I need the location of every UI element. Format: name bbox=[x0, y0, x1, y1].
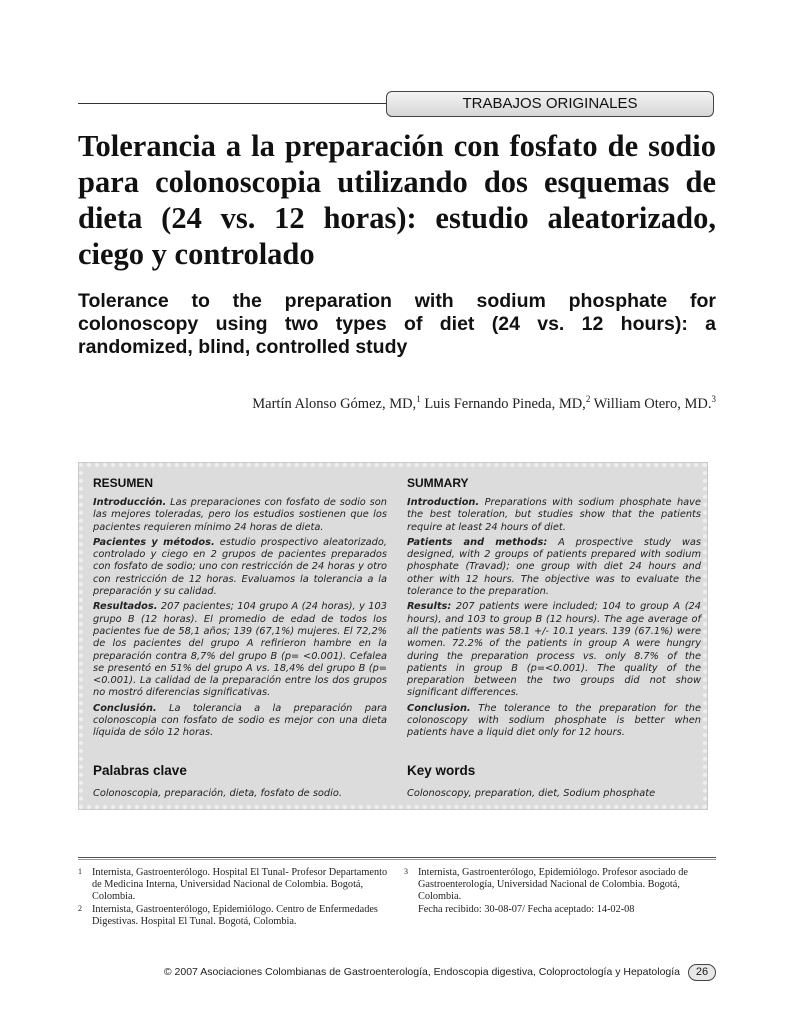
footnote-text: Internista, Gastroenterólogo. Hospital El Tunal- Profesor Departamento de Medicina Interna, Universidad Nacional de Colombia. Bogotá, Colombia. bbox=[92, 867, 388, 903]
article-title-english: Tolerance to the preparation with sodium phosphate for colonoscopy using two types of diet (24 vs. 12 hours): a randomized, blind, controlled study bbox=[78, 290, 716, 358]
footnote-number: 1 bbox=[78, 867, 82, 876]
section-tag: TRABAJOS ORIGINALES bbox=[386, 91, 714, 117]
paragraph-text: The tolerance to the preparation for the colonoscopy with sodium phosphate is better when patients have a liquid diet only for 12 hours. bbox=[407, 702, 701, 739]
footnotes-left bbox=[78, 867, 396, 928]
paragraph-text: A prospective study was designed, with 2 groups of patients prepared with sodium phosphate (Travad); one group with diet 24 hours and other with 12 hours. The objective was to evaluate the tolerance to the preparation. bbox=[407, 536, 701, 598]
abstract-box bbox=[79, 463, 707, 809]
footnote-1 bbox=[78, 867, 396, 904]
summary-results bbox=[407, 601, 701, 699]
author-affiliation-mark: 1 bbox=[416, 394, 421, 404]
summary-column bbox=[407, 477, 701, 743]
author-name: William Otero, MD. bbox=[590, 395, 712, 412]
paragraph-label: Resultados. bbox=[93, 601, 158, 613]
paragraph-text: Las preparaciones con fosfato de sodio son las mejores toleradas, pero los estudios sostienen que los pacientes requieren mínimo 24 horas de dieta. bbox=[93, 497, 387, 533]
article-title-spanish: Tolerancia a la preparación con fosfato de sodio para colonoscopia utilizando dos esquemas de dieta (24 vs. 12 horas): estudio aleatorizado, ciego y controlado bbox=[78, 129, 716, 271]
author-affiliation-mark: 2 bbox=[585, 394, 591, 404]
paragraph-text: 207 patients were included; 104 to group A (24 hours), and 103 to group B (12 hours). The age average of all the patients was 58.1 +/- 10.1 years. 139 (67.1%) were women. 72.2% of the patients in group A were hungry during the preparation process vs. only 8.7% of the patients in group B (p=<0.001). The quality of the preparation between the two groups did not show significant differences. bbox=[407, 601, 701, 699]
footnote-number: 2 bbox=[78, 903, 82, 913]
footnotes-right bbox=[404, 867, 716, 916]
footnote-3 bbox=[404, 867, 716, 904]
author-name: Martín Alonso Gómez, MD, bbox=[252, 395, 417, 412]
footnote-rule bbox=[78, 857, 716, 858]
footnote-rule-secondary bbox=[78, 859, 716, 860]
resumen-heading: RESUMEN bbox=[93, 476, 154, 490]
section-rule bbox=[78, 103, 388, 104]
footnote-text: Internista, Gastroenterólogo, Epidemiólogo. Centro de Enfermedades Digestivas. Hospital El Tunal. Bogotá, Colombia. bbox=[92, 903, 378, 927]
footnote-2 bbox=[78, 904, 396, 928]
received-accepted-dates: Fecha recibido: 30-08-07/ Fecha aceptado: 14-02-08 bbox=[418, 903, 635, 915]
key-words-text: Colonoscopy, preparation, diet, Sodium phosphate bbox=[407, 788, 656, 799]
key-words-heading: Key words bbox=[407, 763, 476, 778]
paragraph-text: La tolerancia a la preparación para colonoscopia con fosfato de sodio es mejor con una dieta líquida de sólo 12 horas. bbox=[93, 702, 387, 739]
page-number: 26 bbox=[688, 964, 716, 981]
paragraph-label: Conclusion. bbox=[407, 702, 471, 714]
summary-methods bbox=[407, 537, 701, 598]
paragraph-label: Conclusión. bbox=[93, 702, 157, 714]
resumen-conclusion bbox=[93, 703, 387, 740]
author-name: Luis Fernando Pineda, MD, bbox=[420, 395, 586, 412]
resumen-intro bbox=[93, 497, 387, 534]
paragraph-text: Preparations with sodium phosphate have the best toleration, but studies show that the patients require at least 24 hours of diet. bbox=[407, 497, 701, 533]
palabras-clave-text: Colonoscopia, preparación, dieta, fosfato de sodio. bbox=[93, 788, 342, 799]
author-affiliation-mark: 3 bbox=[711, 394, 716, 404]
paragraph-label: Introduction. bbox=[407, 497, 480, 508]
copyright-line: © 2007 Asociaciones Colombianas de Gastroenterología, Endoscopia digestiva, Coloproctología y Hepatología bbox=[163, 966, 680, 978]
paragraph-text: 207 pacientes; 104 grupo A (24 horas), y 103 grupo B (12 horas). El promedio de edad de todos los pacientes fue de 58,1 años; 139 (67,1%) mujeres. El 72,2% de los pacientes del grupo A refirieron hambre en la preparación contra 8,7% del grupo B (p= <0.001). Cefalea se presentó en 51% del grupo A vs. 18,4% del grupo B (p= <0.001). La calidad de la preparación entre los dos grupos no mostró diferencias significativas. bbox=[93, 601, 387, 699]
summary-conclusion bbox=[407, 703, 701, 740]
summary-heading: SUMMARY bbox=[407, 476, 469, 490]
paragraph-label: Pacientes y métodos. bbox=[93, 536, 215, 548]
author-list bbox=[78, 394, 716, 413]
resumen-methods bbox=[93, 537, 387, 598]
paragraph-label: Introducción. bbox=[93, 497, 167, 508]
paragraph-label: Results: bbox=[407, 601, 452, 613]
summary-intro bbox=[407, 497, 701, 534]
paragraph-label: Patients and methods: bbox=[407, 536, 548, 548]
paragraph-text: estudio prospectivo aleatorizado, controlado y ciego en 2 grupos de pacientes preparados con fosfato de sodio; uno con restricción de 24 horas y otro con restricción de 12 horas. Evaluamos la tolerancia a la preparación y su calidad. bbox=[93, 536, 387, 598]
resumen-results bbox=[93, 601, 387, 699]
footnote-number: 3 bbox=[404, 867, 408, 876]
footnote-text: Internista, Gastroenterólogo, Epidemiólogo. Profesor asociado de Gastroenterología, Universidad Nacional de Colombia. Bogotá, Colombia. bbox=[418, 867, 688, 903]
resumen-column bbox=[93, 477, 387, 743]
palabras-clave-heading: Palabras clave bbox=[93, 763, 187, 778]
